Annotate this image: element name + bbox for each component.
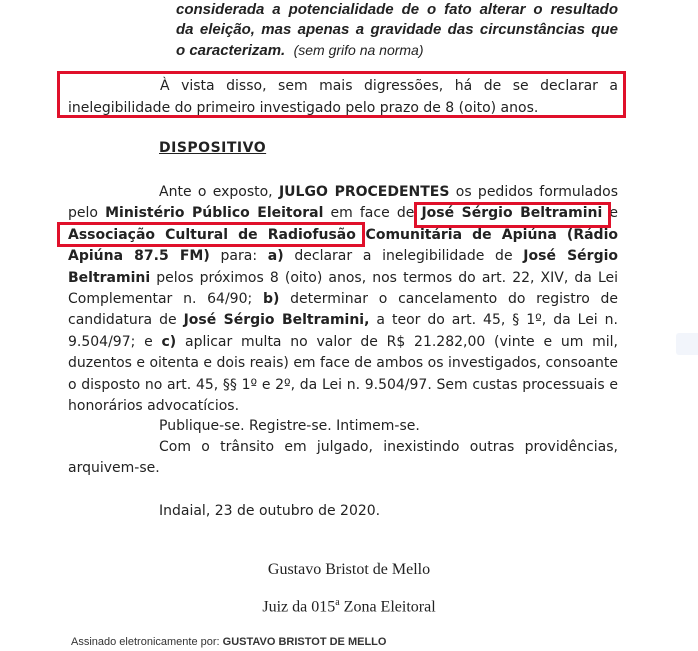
defendant-association: Associação Cultural de Radiofusão <box>68 226 356 243</box>
conclusion-line-1: À vista disso, sem mais digressões, há de se declarar a <box>160 78 618 94</box>
transito-line-1: Com o trânsito em julgado, inexistindo outras providências, <box>159 439 618 455</box>
quote-note: (sem grifo na norma) <box>293 42 424 58</box>
date-line: Indaial, 23 de outubro de 2020. <box>159 503 381 519</box>
ruling-verdict: JULGO PROCEDENTES <box>278 184 450 200</box>
quote-line-3: o caracterizam. <box>176 42 286 59</box>
section-heading: DISPOSITIVO <box>159 140 267 156</box>
signature-role: Juiz da 015$^a$ Zona Eleitoral <box>262 597 436 616</box>
quote-line-2: da eleição, mas apenas a gravidade das circunstâncias que <box>176 21 618 38</box>
signature-footer: Assinado eletronicamente por: GUSTAVO BRISTOT DE MELLO <box>71 636 387 648</box>
signature-name: Gustavo Bristot de Mello <box>267 561 431 578</box>
side-scroll-tab[interactable] <box>676 333 698 355</box>
conclusion-paragraph <box>68 75 618 119</box>
defendant-name-3: José Sérgio Beltramini, <box>183 312 370 329</box>
transito-paragraph <box>68 437 618 479</box>
publique-line: Publique-se. Registre-se. Intimem-se. <box>159 418 420 434</box>
quote-line-1: considerada a potencialidade de o fato alterar o resultado <box>176 1 618 18</box>
block-quote <box>176 0 618 61</box>
transito-line-2: arquivem-se. <box>68 460 160 476</box>
defendant-name-2: José Sérgio Beltramini <box>68 248 619 286</box>
ruling-paragraph: Ante o exposto, JULGO PROCEDENTES os pedidos formulados pelo Ministério Público Eleitoral em face de José Sérgio Beltramini e Associação Cultural de Radiofusão Comunitária de Apiúna (Rádio Apiúna 87.5 FM) para: a) declarar a inelegibilidade de José Sérgio Beltramini pelos próximos 8 (oito) anos, nos termos do art. 22, XIV, da Lei Complementar n. 64/90; b) determinar o cancelamento do registro de candidatura de José Sérgio Beltramini, a teor do art. 45, § 1º, da Lei n. 9.504/97; e c) aplicar multa no valor de R$ 21.282,00 (vinte e um mil, duzentos e oitenta e dois reais) em face de ambos os investigados, consoante o disposto no art. 45, §§ 1º e 2º, da Lei n. 9.504/97. Sem custas processuais e honorários advocatícios. <box>68 184 619 415</box>
conclusion-line-2: inelegibilidade do primeiro investigado pelo prazo de 8 (oito) anos. <box>68 100 539 116</box>
defendant-association-cont: Comunitária de Apiúna (Rádio Apiúna 87.5 FM) <box>68 226 618 265</box>
signer-name: GUSTAVO BRISTOT DE MELLO <box>222 636 387 648</box>
defendant-name-1: José Sérgio Beltramini <box>421 205 603 222</box>
party-ministerio-publico: Ministério Público Eleitoral <box>105 205 324 222</box>
